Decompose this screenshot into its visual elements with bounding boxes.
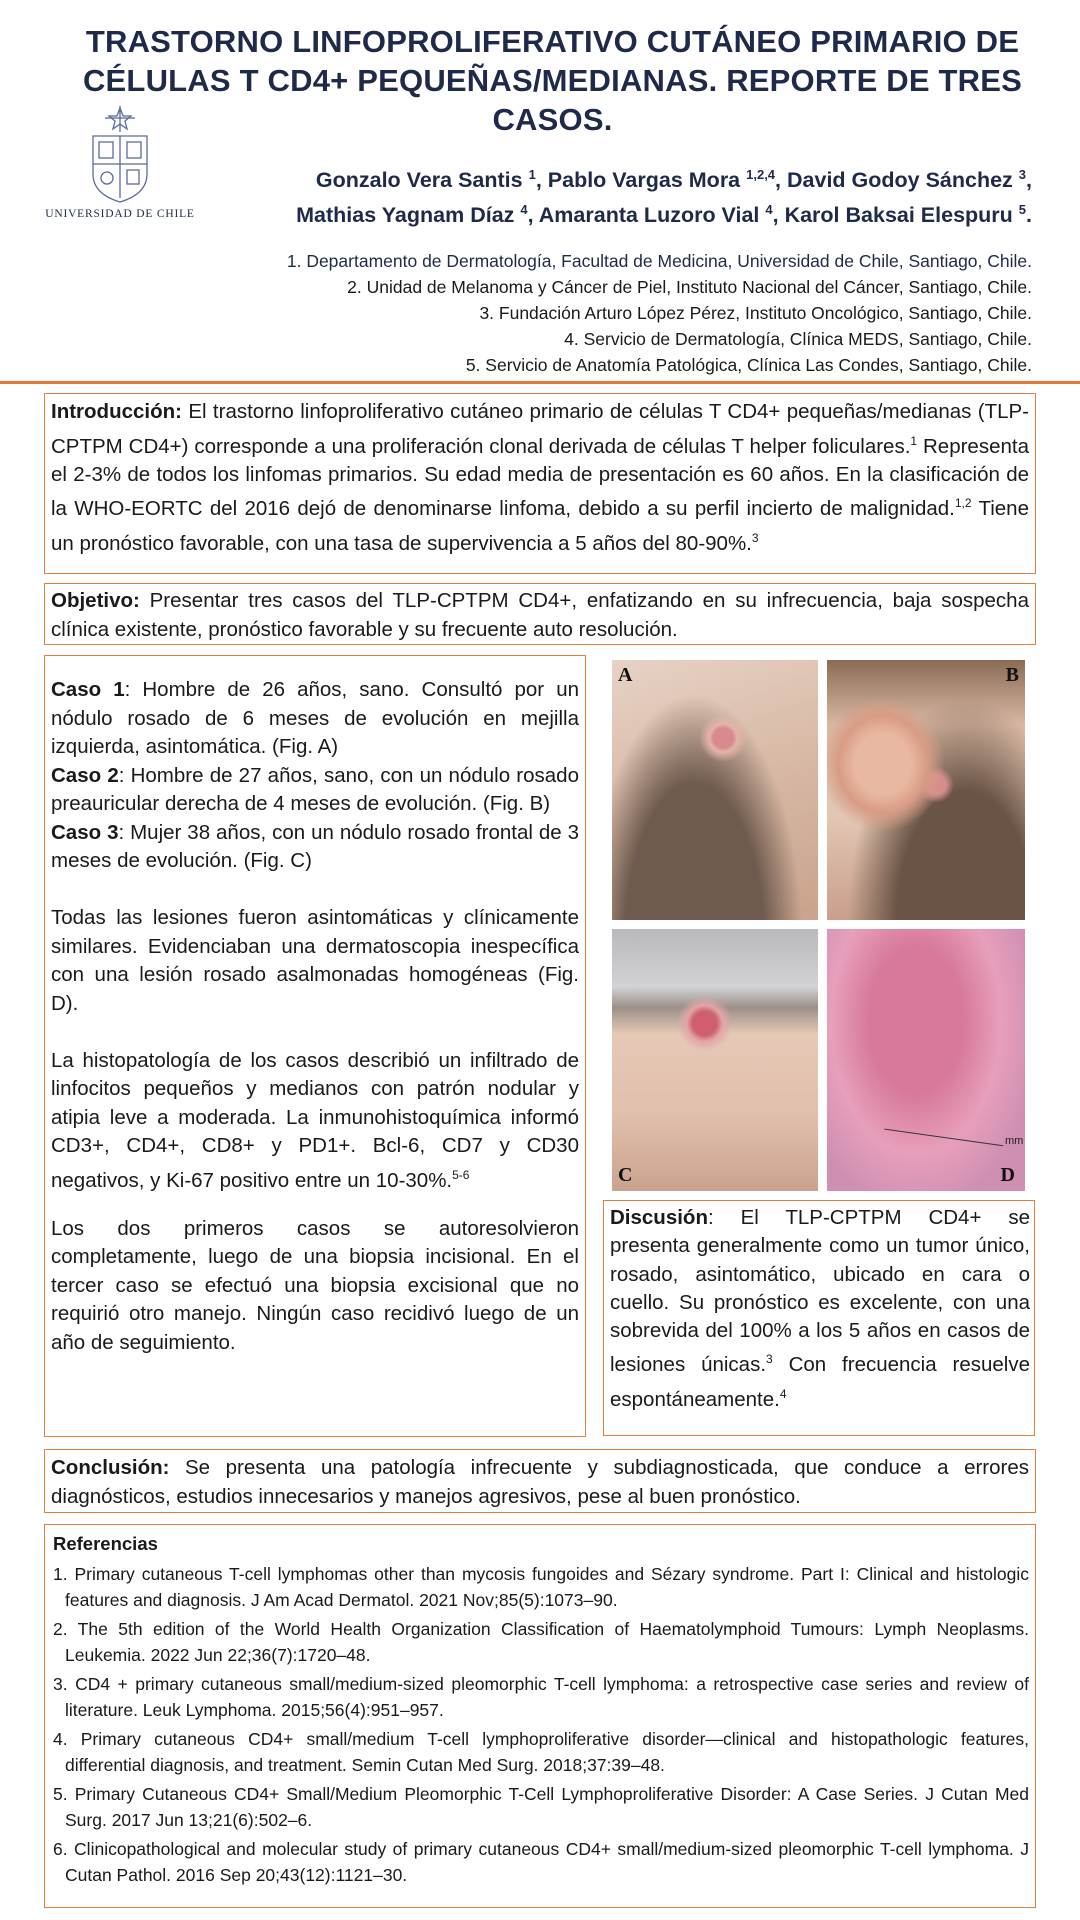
- author-sep: ,: [527, 203, 539, 228]
- affiliation: 1. Departamento de Dermatología, Facultad de Medicina, Universidad de Chile, Santiago, Chile.: [286, 251, 1032, 271]
- author-sep: ,: [772, 203, 785, 228]
- spacer: [51, 1018, 579, 1047]
- affiliation: 4. Servicio de Dermatología, Clínica MEDS, Santiago, Chile.: [564, 329, 1032, 349]
- text-run: La histopatología de los casos describió un infiltrado de linfocitos pequeños y medianos con patrón nodular y atipia leve a moderada. La inmunohistoquímica informó CD3+, CD4+, CD8+ y PD1+. Bcl-6, CD7 y CD30 negativos, y Ki-67 positivo entre un 10-30%.: [51, 1048, 579, 1192]
- conclusion-text: [51, 1454, 1029, 1511]
- lesions-text: Todas las lesiones fueron asintomáticas y clínicamente similares. Evidenciaban una dermatoscopia inespecífica con una lesión rosado asalmonadas homogéneas (Fig. D).: [51, 906, 579, 1015]
- discussion-text: [610, 1204, 1030, 1414]
- conclusion-section: [44, 1449, 1036, 1513]
- author-list: [172, 160, 1032, 230]
- university-crest-icon: [85, 106, 155, 204]
- author-name: Pablo Vargas Mora: [547, 168, 747, 193]
- case-label: Caso 2: [51, 763, 119, 787]
- author-affil: 4: [765, 202, 773, 218]
- author-affil: 4: [520, 202, 528, 218]
- text-run: : Hombre de 27 años, sano, con un nódulo rosado preauricular derecha de 4 meses de evolución. (Fig. B): [51, 763, 579, 815]
- spacer: [51, 876, 579, 905]
- author-affil: 1,2,4: [746, 167, 776, 182]
- figure-label: D: [1000, 1164, 1015, 1186]
- figure-label: A: [618, 664, 633, 686]
- citation: 3: [766, 1352, 773, 1367]
- text-run: : El TLP-CPTPM CD4+ se presenta generalmente como un tumor único, rosado, asintomático, ubicado en cara o cuello. Su pronóstico es excelente, con una sobrevida del 100% a los 5 años en casos de lesiones únicas.: [610, 1206, 1030, 1377]
- citation: 3: [751, 530, 759, 545]
- introduction-text: [51, 398, 1029, 558]
- citation: 1: [910, 433, 918, 448]
- text-run: Se presenta una patología infrecuente y subdiagnosticada, que conduce a errores diagnósticos, estudios innecesarios y manejos agresivos, pese al buen pronóstico.: [51, 1456, 1029, 1508]
- section-label: Introducción:: [51, 400, 182, 423]
- affiliation-list: [52, 248, 1032, 378]
- case-label: Caso 3: [51, 820, 119, 844]
- reference-item: 3. CD4 + primary cutaneous small/medium-sized pleomorphic T-cell lymphoma: a retrospective case series and review of literature. Leuk Lymphoma. 2015;56(4):951–957.: [53, 1674, 1029, 1720]
- references-title: Referencias: [53, 1533, 158, 1554]
- scale-bar: [884, 1111, 1005, 1147]
- reference-item: 2. The 5th edition of the World Health Organization Classification of Haematolymphoid Tumours: Lymph Neoplasms. Leukemia. 2022 Jun 22;36(7):1720–48.: [53, 1619, 1029, 1665]
- text-run: Presentar tres casos del TLP-CPTPM CD4+, enfatizando en su infrecuencia, baja sospecha clínica existente, pronóstico favorable y su frecuente auto resolución.: [51, 589, 1029, 641]
- outcome-text: Los dos primeros casos se autoresolvieron completamente, luego de una biopsia incisional. En el tercer caso se efectuó una biopsia excisional que no requirió otro manejo. Ningún caso recidivó luego de un año de seguimiento.: [51, 1216, 579, 1354]
- author-sep: ,: [775, 168, 787, 193]
- figure-label: B: [1005, 664, 1019, 686]
- text-run: Representa el 2-3% de todos los linfomas primarios. Su edad media de presentación es 60 años. En la clasificación de la WHO-EORTC del 2016 dejó de denominarse linfoma, debido a su perfil incierto de malignidad.: [51, 434, 1029, 521]
- author-name: Amaranta Luzoro Vial: [538, 203, 766, 228]
- citation: 5-6: [452, 1167, 470, 1182]
- histopathology-text: [51, 1047, 579, 1195]
- text-run: Con frecuencia resuelve espontáneamente.: [610, 1353, 1030, 1411]
- figure-d-dermatoscopy: [827, 929, 1025, 1191]
- case-label: Caso 1: [51, 678, 125, 701]
- cases-section: [44, 655, 586, 1437]
- citation: 1,2: [954, 496, 972, 511]
- citation: 4: [779, 1386, 787, 1401]
- reference-item: 6. Clinicopathological and molecular study of primary cutaneous CD4+ small/medium-sized pleomorphic T-cell lymphoma. J Cutan Pathol. 2016 Sep 20;43(12):1121–30.: [53, 1839, 1029, 1885]
- affiliation: 3. Fundación Arturo López Pérez, Instituto Oncológico, Santiago, Chile.: [479, 303, 1032, 323]
- figure-a-photo: [612, 660, 818, 920]
- affiliation: 5. Servicio de Anatomía Patológica, Clínica Las Condes, Santiago, Chile.: [465, 355, 1032, 375]
- objective-text: [51, 587, 1029, 644]
- affiliation: 2. Unidad de Melanoma y Cáncer de Piel, Instituto Nacional del Cáncer, Santiago, Chile.: [347, 277, 1032, 297]
- discussion-section: [603, 1200, 1035, 1436]
- references-section: [44, 1524, 1036, 1908]
- poster-title: TRASTORNO LINFOPROLIFERATIVO CUTÁNEO PRIMARIO DE CÉLULAS T CD4+ PEQUEÑAS/MEDIANAS. REPORTE DE TRES CASOS.: [82, 24, 1023, 137]
- author-line-2: [172, 195, 1032, 230]
- header-divider: [0, 381, 1080, 384]
- text-run: : Hombre de 26 años, sano. Consultó por un nódulo rosado de 6 meses de evolución en mejilla izquierda, asintomática. (Fig. A): [51, 678, 579, 758]
- author-line-1: [172, 160, 1032, 195]
- figure-label: C: [618, 1164, 633, 1186]
- university-name: UNIVERSIDAD DE CHILE: [45, 208, 195, 220]
- introduction-section: [44, 393, 1036, 574]
- case-3-text: [51, 819, 579, 876]
- author-affil: 3: [1018, 167, 1027, 182]
- reference-item: 4. Primary cutaneous CD4+ small/medium T-cell lymphoproliferative disorder—clinical and histopathologic features, differential diagnosis, and treatment. Semin Cutan Med Surg. 2018;37:39–48.: [53, 1729, 1029, 1775]
- spacer: [51, 1195, 579, 1215]
- author-sep: .: [1026, 203, 1032, 228]
- text-run: : Mujer 38 años, con un nódulo rosado frontal de 3 meses de evolución. (Fig. C): [51, 820, 579, 872]
- author-name: Gonzalo Vera Santis: [315, 168, 529, 193]
- author-name: David Godoy Sánchez: [787, 168, 1019, 193]
- figure-b-photo: [827, 660, 1025, 920]
- author-sep: ,: [535, 168, 548, 193]
- case-2-text: [51, 762, 579, 819]
- section-label: Discusión: [610, 1206, 708, 1229]
- reference-item: 1. Primary cutaneous T-cell lymphomas other than mycosis fungoides and Sézary syndrome. Part I: Clinical and histologic features and diagnosis. J Am Acad Dermatol. 2021 Nov;85(5):1073–90.: [53, 1564, 1029, 1610]
- scale-unit: mm: [1005, 1135, 1024, 1147]
- reference-item: 5. Primary Cutaneous CD4+ Small/Medium Pleomorphic T-Cell Lymphoproliferative Disorder: A Case Series. J Cutan Med Surg. 2017 Jun 13;21(6):502–6.: [53, 1784, 1029, 1830]
- author-affil: 1: [528, 167, 536, 182]
- author-affil: 5: [1018, 202, 1027, 218]
- case-1-text: [51, 676, 579, 762]
- objective-section: [44, 583, 1036, 645]
- author-name: Karol Baksai Elespuru: [784, 203, 1019, 228]
- author-name: Mathias Yagnam Díaz: [296, 203, 521, 228]
- figure-c-photo: [612, 929, 818, 1191]
- text-run: El trastorno linfoproliferativo cutáneo primario de células T CD4+ pequeñas/medianas (TLP-CPTPM CD4+) corresponde a una proliferación clonal derivada de células T helper foliculares.: [51, 400, 1029, 458]
- author-sep: ,: [1026, 168, 1032, 193]
- text-run: Tiene un pronóstico favorable, con una tasa de supervivencia a 5 años del 80-90%.: [51, 497, 1029, 555]
- section-label: Objetivo:: [51, 589, 140, 612]
- section-label: Conclusión:: [51, 1456, 170, 1479]
